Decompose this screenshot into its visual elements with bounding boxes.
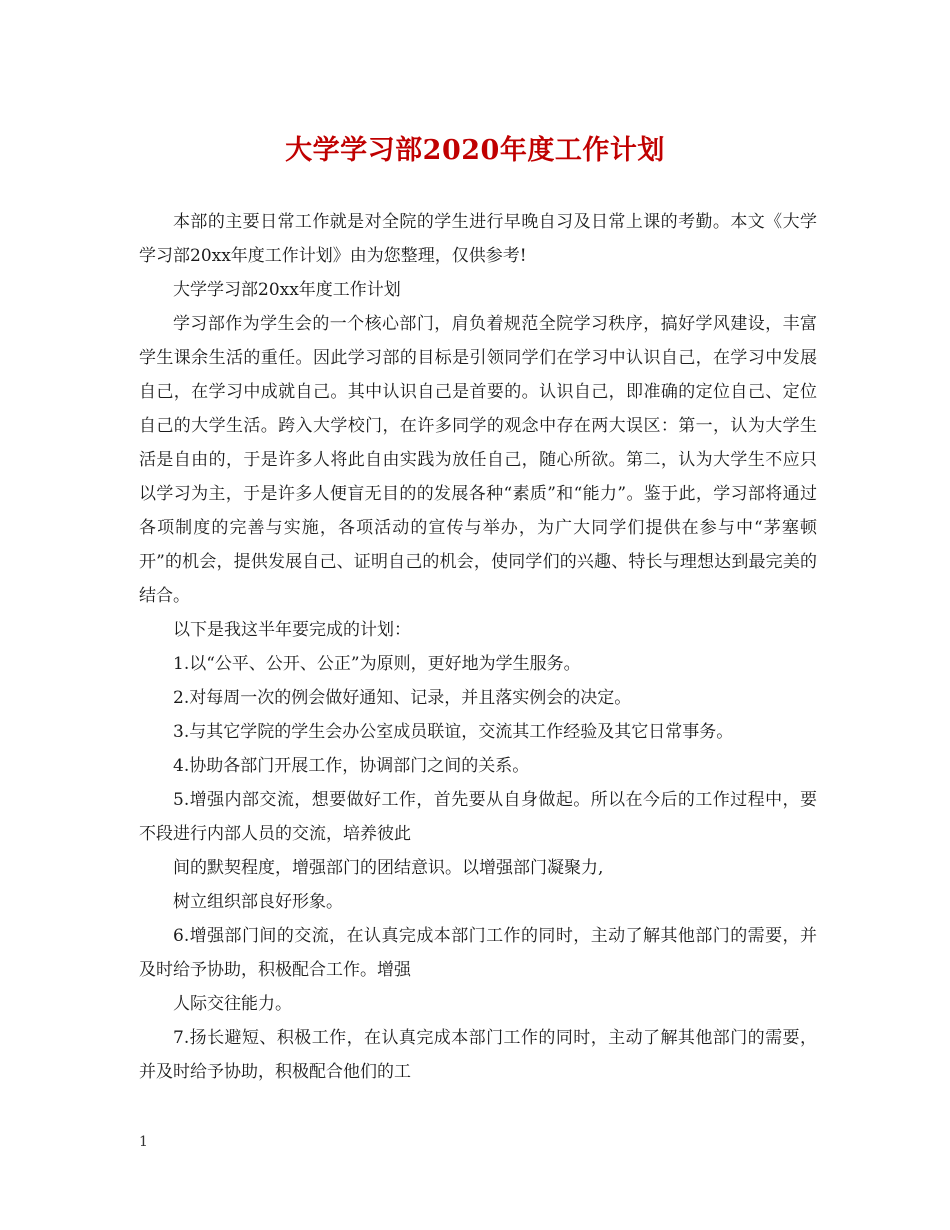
- plan-item-6: 6.增强部门间的交流，在认真完成本部门工作的同时，主动了解其他部门的需要，并及时给予协助，积极配合工作。增强: [139, 926, 817, 980]
- plan-item-1: 1.以“公平、公开、公正”为原则，更好地为学生服务。: [173, 654, 581, 674]
- plan-item-7: 7.扬长避短、积极工作，在认真完成本部门工作的同时，主动了解其他部门的需要，并及时给予协助，积极配合他们的工: [139, 1028, 817, 1082]
- plan-item-6-cont: 人际交往能力。: [173, 994, 292, 1014]
- paragraph-main: 学习部作为学生会的一个核心部门，肩负着规范全院学习秩序，搞好学风建设，丰富学生课余生活的重任。因此学习部的目标是引领同学们在学习中认识自己，在学习中发展自己，在学习中成就自己。其中认识自己是首要的。认识自己，即准确的定位自己、定位自己的大学生活。跨入大学校门，在许多同学的观念中存在两大误区：第一，认为大学生活是自由的，于是许多人将此自由实践为放任自己，随心所欲。第二，认为大学生不应只以学习为主，于是许多人便盲无目的的发展各种“素质”和“能力”。鉴于此，学习部将通过各项制度的完善与实施，各项活动的宣传与举办，为广大同学们提供在参与中“茅塞顿开”的机会，提供发展自己、证明自己的机会，使同学们的兴趣、特长与理想达到最完美的结合。: [139, 314, 817, 606]
- document-body: [139, 205, 817, 1089]
- document-title: 大学学习部2020年度工作计划: [285, 135, 665, 166]
- plan-item-5-cont-2: 树立组织部良好形象。: [173, 892, 343, 912]
- paragraph-intro: 本部的主要日常工作就是对全院的学生进行早晚自习及日常上课的考勤。本文《大学学习部20xx年度工作计划》由为您整理，仅供参考!: [139, 212, 817, 266]
- plan-item-5: 5.增强内部交流，想要做好工作，首先要从自身做起。所以在今后的工作过程中，要不段进行内部人员的交流，培养彼此: [139, 790, 817, 844]
- page-number: 1: [139, 1134, 148, 1150]
- plan-item-4: 4.协助各部门开展工作，协调部门之间的关系。: [173, 756, 530, 776]
- plan-item-5-cont-1: 间的默契程度，增强部门的团结意识。以增强部门凝聚力,: [173, 858, 604, 878]
- paragraph-plan-intro: 以下是我这半年要完成的计划：: [173, 620, 411, 640]
- plan-item-2: 2.对每周一次的例会做好通知、记录，并且落实例会的决定。: [173, 688, 632, 708]
- paragraph-subtitle: 大学学习部20xx年度工作计划: [173, 280, 401, 300]
- plan-item-3: 3.与其它学院的学生会办公室成员联谊，交流其工作经验及其它日常事务。: [173, 722, 734, 742]
